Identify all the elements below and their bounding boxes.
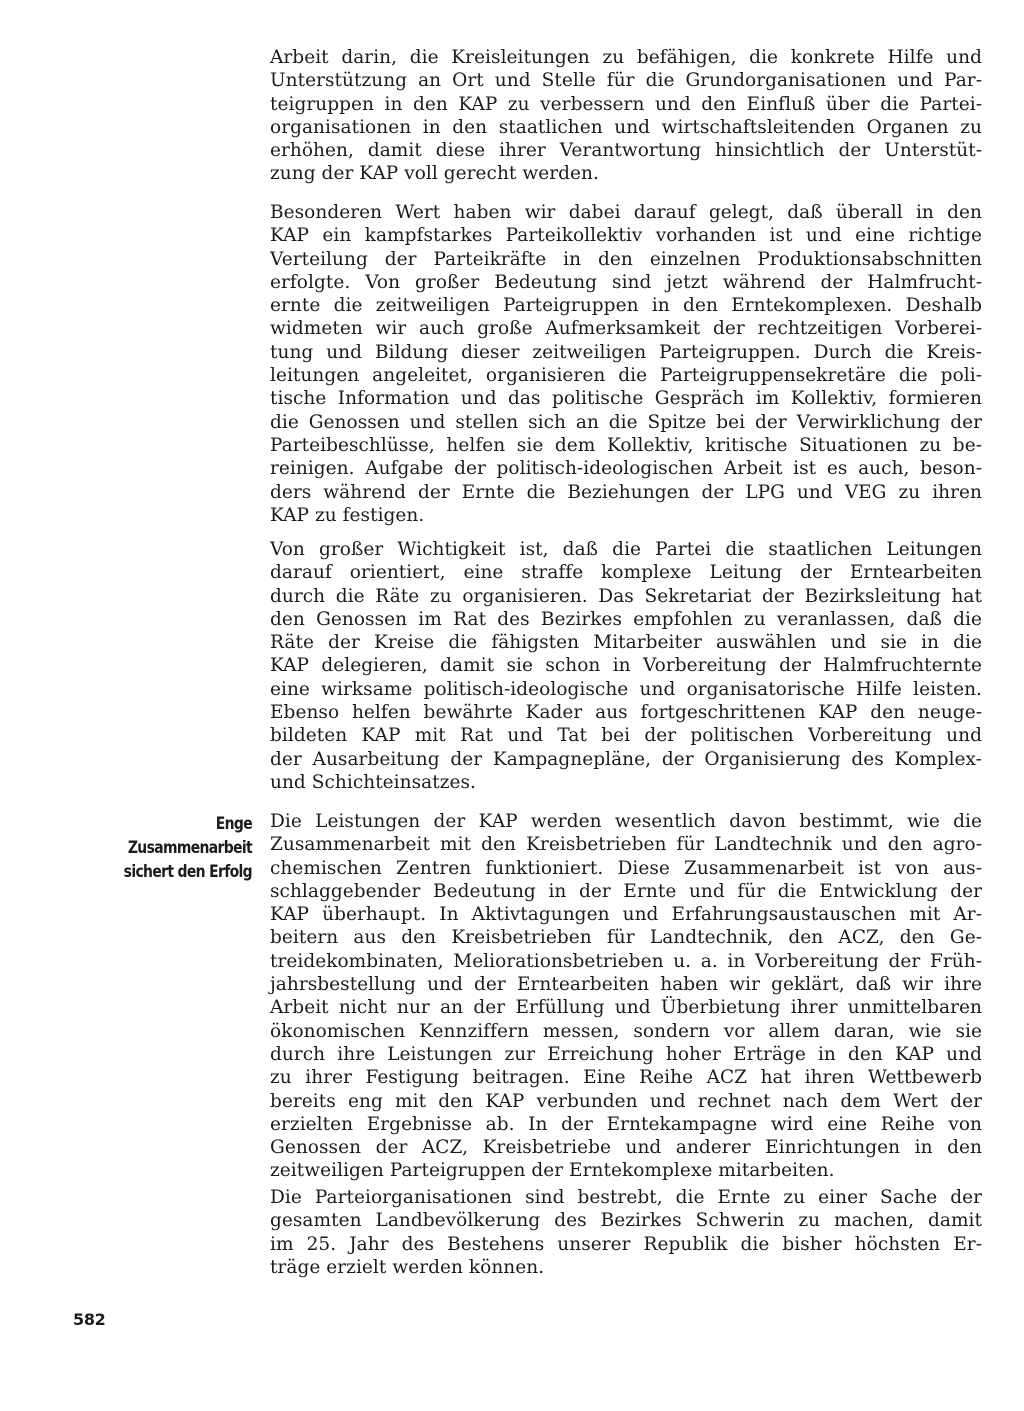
text-line: Arbeit nicht nur an der Erfüllung und Überbietung ihrer unmittelbaren [270,997,982,1019]
text-line: schlaggebender Bedeutung in der Ernte und für die Entwicklung der [270,880,982,902]
text-line: eine wirksame politisch-ideologische und organisatorische Hilfe leisten. [270,678,982,700]
text-line: jahrsbestellung und der Erntearbeiten haben wir geklärt, daß wir ihre [270,974,982,996]
text-line: widmeten wir auch große Aufmerksamkeit der rechtzeitigen Vorberei- [270,318,982,340]
marginal-heading-line: Enge Zusammenarbeit [127,814,252,858]
text-line: Ebenso helfen bewährte Kader aus fortgeschrittenen KAP den neuge- [270,702,982,724]
paragraph-3 [270,538,982,794]
text-line: erfolgte. Von großer Bedeutung sind jetzt während der Halmfrucht- [270,271,982,293]
text-line: tung und Bildung dieser zeitweiligen Parteigruppen. Durch die Kreis- [270,341,982,363]
text-line: KAP zu festigen. [270,504,425,526]
paragraph-text [270,46,982,186]
text-line: erhöhen, damit diese ihrer Verantwortung hinsichtlich der Unterstüt- [270,140,982,162]
text-line: tische Information und das politische Gespräch im Kollektiv, formieren [270,388,982,410]
text-line: durch die Räte zu organisieren. Das Sekretariat der Bezirksleitung hat [270,585,982,607]
text-line: Arbeit darin, die Kreisleitungen zu befähigen, die konkrete Hilfe und [270,47,982,68]
text-line: Die Parteiorganisationen sind bestrebt, die Ernte zu einer Sache der [270,1187,982,1208]
text-line: leitungen angeleitet, organisieren die Parteigruppensekretäre die poli- [270,365,982,387]
text-line: Unterstützung an Ort und Stelle für die Grundorganisationen und Par- [270,70,982,92]
text-line: darauf orientiert, eine straffe komplexe Leitung der Erntearbeiten [270,562,982,584]
text-line: organisationen in den staatlichen und wirtschaftsleitenden Organen zu [270,116,982,138]
paragraph-4 [270,810,982,1183]
text-line: und Schichteinsatzes. [270,771,476,793]
text-line: ökonomischen Kennziffern messen, sondern vor allem daran, wie sie [270,1020,982,1042]
paragraph-2 [270,201,982,527]
text-line: KAP ein kampfstarkes Parteikollektiv vorhanden ist und eine richtige [270,225,982,247]
text-line: beitern aus den Kreisbetrieben für Landtechnik, den ACZ, den Ge- [270,927,982,949]
text-line: Von großer Wichtigkeit ist, daß die Partei die staatlichen Leitungen [270,539,982,560]
text-line: zung der KAP voll gerecht werden. [270,163,599,185]
text-line: der Ausarbeitung der Kampagnepläne, der Organisierung des Komplex- [270,748,982,770]
text-line: zeitweiligen Parteigruppen der Erntekomplexe mitarbeiten. [270,1160,835,1182]
paragraph-1 [270,46,982,186]
text-line: Räte der Kreise die fähigsten Mitarbeiter auswählen und sie in die [270,632,982,654]
text-line: im 25. Jahr des Bestehens unserer Republik die bisher höchsten Er- [270,1233,982,1255]
text-line: reinigen. Aufgabe der politisch-ideologischen Arbeit ist es auch, beson- [270,458,982,480]
text-line: ders während der Ernte die Beziehungen der LPG und VEG zu ihren [270,481,982,503]
text-line: träge erzielt werden können. [270,1256,545,1278]
text-line: chemischen Zentren funktioniert. Diese Zusammenarbeit ist von aus- [270,857,982,879]
text-line: Genossen der ACZ, Kreisbetriebe und anderer Einrichtungen in den [270,1137,982,1159]
page-number: 582 [73,1310,106,1329]
text-line: erzielten Ergebnisse ab. In der Erntekampagne wird eine Reihe von [270,1113,982,1135]
text-line: bildeten KAP mit Rat und Tat bei der politischen Vorbereitung und [270,725,982,747]
text-line: treidekombinaten, Meliorationsbetrieben u. a. in Vorbereitung der Früh- [270,950,982,972]
text-line: bereits eng mit den KAP verbunden und rechnet nach dem Wert der [270,1090,982,1112]
text-line: Zusammenarbeit mit den Kreisbetrieben für Landtechnik und den agro- [270,834,982,856]
text-line: Die Leistungen der KAP werden wesentlich davon bestimmt, wie die [270,811,982,832]
text-line: KAP überhaupt. In Aktivtagungen und Erfahrungsaustauschen mit Ar- [270,904,982,926]
marginal-heading-line: sichert den Erfolg [123,862,253,882]
text-line: Parteibeschlüsse, helfen sie dem Kollektiv, kritische Situationen zu be- [270,434,982,456]
text-line: ernte die zeitweiligen Parteigruppen in den Erntekomplexen. Deshalb [270,295,982,317]
text-line: KAP delegieren, damit sie schon in Vorbereitung der Halmfruchternte [270,655,982,677]
text-line: durch ihre Leistungen zur Erreichung hoher Erträge in den KAP und [270,1043,982,1065]
marginal-heading [95,812,252,884]
text-line: den Genossen im Rat des Bezirkes empfohlen zu veranlassen, daß die [270,608,982,630]
text-line: Verteilung der Parteikräfte in den einzelnen Produktionsabschnitten [270,248,982,270]
paragraph-text [270,201,982,527]
paragraph-5 [270,1186,982,1279]
text-line: zu ihrer Festigung beitragen. Eine Reihe ACZ hat ihren Wettbewerb [270,1067,982,1089]
paragraph-text [270,1186,982,1279]
text-line: teigruppen in den KAP zu verbessern und den Einfluß über die Partei- [270,93,982,115]
paragraph-text [270,810,982,1183]
text-line: die Genossen und stellen sich an die Spitze bei der Verwirklichung der [270,411,982,433]
paragraph-text [270,538,982,794]
text-line: gesamten Landbevölkerung des Bezirkes Schwerin zu machen, damit [270,1210,982,1232]
text-line: Besonderen Wert haben wir dabei darauf gelegt, daß überall in den [270,202,982,223]
